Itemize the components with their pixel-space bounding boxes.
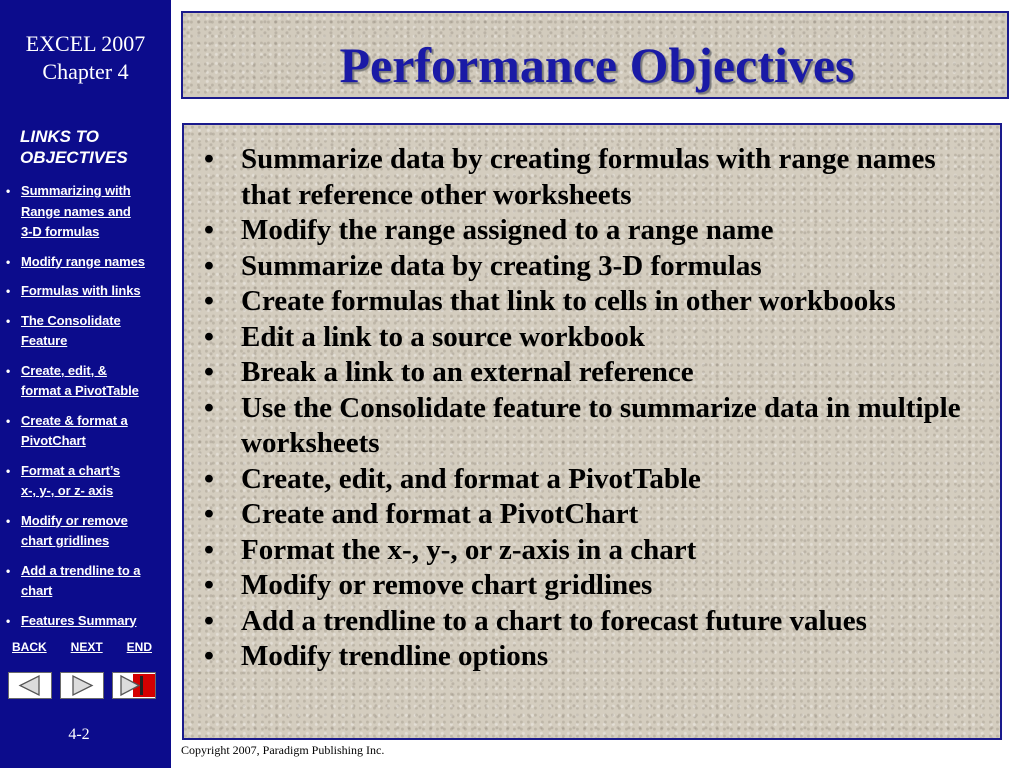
objective-item: • Edit a link to a source workbook	[199, 320, 989, 356]
back-arrow-icon	[9, 673, 51, 698]
bullet: •	[203, 249, 215, 282]
objective-item: • Break a link to an external reference	[199, 355, 989, 391]
objective-item: • Create and format a PivotChart	[199, 497, 989, 533]
objective-item: • Create, edit, and format a PivotTable	[199, 462, 989, 498]
objective-link-item: • Create & format a PivotChart	[6, 412, 128, 448]
objective-link-item: • Modify or remove chart gridlines	[6, 512, 128, 548]
objective-item: • Add a trendline to a chart to forecast future values	[199, 604, 989, 640]
bullet: •	[203, 285, 215, 317]
objectives-list	[199, 142, 989, 675]
objective-link-item: • Create, edit, & format a PivotTable	[6, 362, 139, 398]
bullet: •	[203, 533, 215, 566]
objective-link-item: • Summarizing with Range names and 3-D formulas	[6, 183, 131, 239]
bullet: •	[203, 214, 215, 246]
objective-item: • Use the Consolidate feature to summarize data in multiple worksheets	[199, 391, 989, 462]
link-format-axis[interactable]: Format a chart’s x-, y-, or z- axis	[21, 462, 121, 498]
back-link[interactable]: BACK	[12, 640, 47, 654]
course-name: EXCEL 2007	[25, 31, 146, 56]
chapter-name: Chapter 4	[42, 59, 129, 84]
bullet: •	[203, 320, 215, 353]
course-title	[0, 30, 171, 86]
link-pivotchart[interactable]: Create & format a PivotChart	[21, 412, 128, 448]
objective-item: • Create formulas that link to cells in other workbooks	[199, 284, 989, 320]
link-consolidate-feature[interactable]: The Consolidate Feature	[21, 312, 121, 348]
next-link[interactable]: NEXT	[70, 640, 103, 654]
bullet: •	[203, 356, 215, 388]
bullet: •	[203, 640, 215, 672]
bullet: •	[203, 143, 215, 175]
objective-link-item: • The Consolidate Feature	[6, 312, 121, 348]
bullet: •	[203, 604, 215, 637]
end-link[interactable]: END	[126, 640, 152, 654]
bullet: •	[203, 498, 215, 530]
bullet: •	[203, 391, 215, 424]
slide-title: Performance Objectives	[339, 37, 855, 93]
links-heading: LINKS TO OBJECTIVES	[20, 127, 128, 167]
copyright-notice: Copyright 2007, Paradigm Publishing Inc.	[181, 743, 385, 757]
objective-link-item: • Features Summary	[6, 612, 137, 628]
objective-item: • Summarize data by creating formulas with range names that reference other worksheets	[199, 142, 989, 213]
content-panel	[182, 123, 1002, 740]
objective-links	[6, 181, 166, 640]
page-number: 4-2	[68, 726, 90, 743]
link-summarizing-range-names[interactable]: Summarizing with Range names and 3-D formulas	[21, 183, 131, 239]
link-formulas-with-links[interactable]: Formulas with links	[21, 283, 141, 298]
link-chart-gridlines[interactable]: Modify or remove chart gridlines	[21, 512, 128, 548]
objective-item: • Modify trendline options	[199, 639, 989, 675]
next-button[interactable]	[60, 672, 104, 699]
sidebar	[0, 0, 171, 768]
end-icon	[113, 673, 155, 698]
nav-labels	[12, 640, 152, 654]
objective-link-item: • Add a trendline to a chart	[6, 562, 141, 598]
objective-link-item: • Formulas with links	[6, 283, 141, 298]
next-arrow-icon	[61, 673, 103, 698]
bullet: •	[203, 569, 215, 601]
link-modify-range-names[interactable]: Modify range names	[21, 253, 145, 269]
nav-buttons	[8, 672, 158, 700]
objective-link-item: • Format a chart’s x-, y-, or z- axis	[6, 462, 121, 498]
objective-item: • Modify the range assigned to a range name	[199, 213, 989, 249]
link-features-summary[interactable]: Features Summary	[21, 612, 137, 628]
objective-link-item: • Modify range names	[6, 253, 145, 269]
objective-item: • Summarize data by creating 3-D formulas	[199, 249, 989, 285]
bullet: •	[203, 462, 215, 495]
link-pivottable[interactable]: Create, edit, & format a PivotTable	[21, 362, 139, 398]
end-button[interactable]	[112, 672, 156, 699]
link-trendline[interactable]: Add a trendline to a chart	[21, 562, 141, 598]
title-panel	[181, 11, 1009, 99]
objective-item: • Format the x-, y-, or z-axis in a chart	[199, 533, 989, 569]
objective-item: • Modify or remove chart gridlines	[199, 568, 989, 604]
back-button[interactable]	[8, 672, 52, 699]
